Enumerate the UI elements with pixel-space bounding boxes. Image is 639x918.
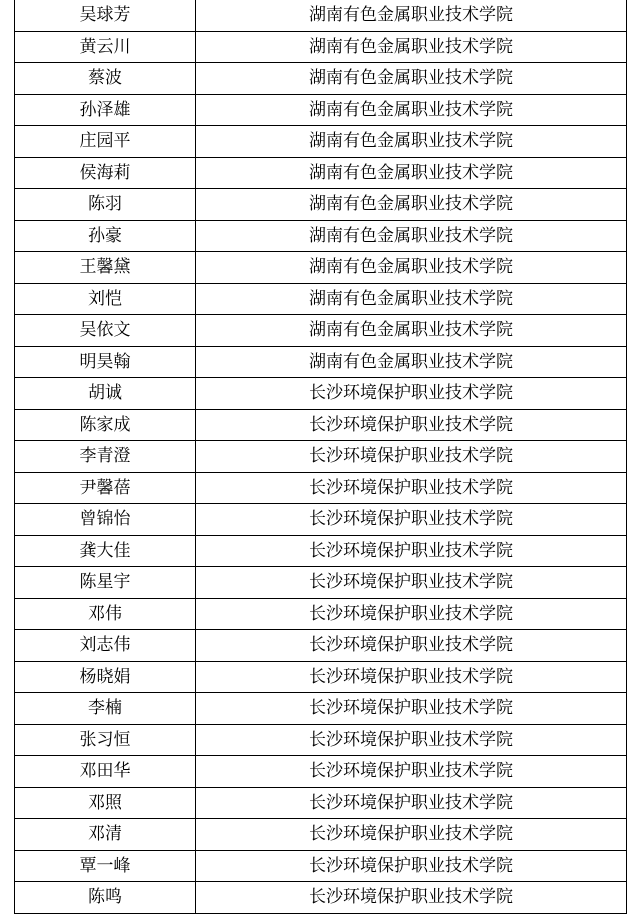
table-row	[15, 378, 627, 410]
school-cell: 湖南有色金属职业技术学院	[196, 252, 627, 284]
table-row	[15, 756, 627, 788]
table-row	[15, 126, 627, 158]
name-cell: 刘恺	[15, 283, 196, 315]
table-row	[15, 630, 627, 662]
school-cell: 长沙环境保护职业技术学院	[196, 882, 627, 914]
school-cell: 湖南有色金属职业技术学院	[196, 31, 627, 63]
school-cell: 湖南有色金属职业技术学院	[196, 220, 627, 252]
name-cell: 曾锦怡	[15, 504, 196, 536]
table-row	[15, 63, 627, 95]
school-cell: 长沙环境保护职业技术学院	[196, 535, 627, 567]
table-row	[15, 31, 627, 63]
name-cell: 李楠	[15, 693, 196, 725]
table-row	[15, 94, 627, 126]
school-cell: 长沙环境保护职业技术学院	[196, 661, 627, 693]
name-cell: 邓清	[15, 819, 196, 851]
name-cell: 陈鸣	[15, 882, 196, 914]
table-row	[15, 157, 627, 189]
school-cell: 长沙环境保护职业技术学院	[196, 693, 627, 725]
school-cell: 长沙环境保护职业技术学院	[196, 472, 627, 504]
name-cell: 龚大佳	[15, 535, 196, 567]
name-cell: 孙泽雄	[15, 94, 196, 126]
name-cell: 覃一峰	[15, 850, 196, 882]
name-cell: 杨晓娟	[15, 661, 196, 693]
name-cell: 庄园平	[15, 126, 196, 158]
table-row	[15, 661, 627, 693]
school-cell: 长沙环境保护职业技术学院	[196, 850, 627, 882]
table-row	[15, 850, 627, 882]
school-cell: 湖南有色金属职业技术学院	[196, 63, 627, 95]
table-row	[15, 252, 627, 284]
table-row	[15, 346, 627, 378]
table-row	[15, 409, 627, 441]
table-row	[15, 315, 627, 347]
name-cell: 邓田华	[15, 756, 196, 788]
school-cell: 长沙环境保护职业技术学院	[196, 598, 627, 630]
name-cell: 明昊翰	[15, 346, 196, 378]
school-cell: 长沙环境保护职业技术学院	[196, 819, 627, 851]
name-cell: 李青澄	[15, 441, 196, 473]
school-cell: 长沙环境保护职业技术学院	[196, 409, 627, 441]
name-cell: 陈家成	[15, 409, 196, 441]
table-row	[15, 598, 627, 630]
school-cell: 湖南有色金属职业技术学院	[196, 0, 627, 31]
school-cell: 长沙环境保护职业技术学院	[196, 787, 627, 819]
school-cell: 长沙环境保护职业技术学院	[196, 504, 627, 536]
school-cell: 长沙环境保护职业技术学院	[196, 630, 627, 662]
name-cell: 王馨黛	[15, 252, 196, 284]
school-cell: 湖南有色金属职业技术学院	[196, 157, 627, 189]
table-row	[15, 567, 627, 599]
roster-table	[14, 0, 627, 914]
table-row	[15, 441, 627, 473]
school-cell: 湖南有色金属职业技术学院	[196, 94, 627, 126]
table-row	[15, 724, 627, 756]
school-cell: 长沙环境保护职业技术学院	[196, 724, 627, 756]
table-row	[15, 787, 627, 819]
school-cell: 湖南有色金属职业技术学院	[196, 315, 627, 347]
name-cell: 吴依文	[15, 315, 196, 347]
name-cell: 蔡波	[15, 63, 196, 95]
school-cell: 长沙环境保护职业技术学院	[196, 756, 627, 788]
table-row	[15, 882, 627, 914]
table-row	[15, 283, 627, 315]
name-cell: 孙豪	[15, 220, 196, 252]
name-cell: 邓伟	[15, 598, 196, 630]
table-row	[15, 0, 627, 31]
name-cell: 尹馨蓓	[15, 472, 196, 504]
name-cell: 张习恒	[15, 724, 196, 756]
school-cell: 湖南有色金属职业技术学院	[196, 346, 627, 378]
school-cell: 湖南有色金属职业技术学院	[196, 283, 627, 315]
school-cell: 湖南有色金属职业技术学院	[196, 189, 627, 221]
school-cell: 湖南有色金属职业技术学院	[196, 126, 627, 158]
school-cell: 长沙环境保护职业技术学院	[196, 441, 627, 473]
table-row	[15, 189, 627, 221]
name-cell: 刘志伟	[15, 630, 196, 662]
table-row	[15, 693, 627, 725]
table-row	[15, 220, 627, 252]
name-cell: 邓照	[15, 787, 196, 819]
name-cell: 陈羽	[15, 189, 196, 221]
table-row	[15, 819, 627, 851]
name-cell: 侯海莉	[15, 157, 196, 189]
name-cell: 吴球芳	[15, 0, 196, 31]
roster-table-body	[15, 0, 627, 913]
school-cell: 长沙环境保护职业技术学院	[196, 567, 627, 599]
name-cell: 胡诚	[15, 378, 196, 410]
table-row	[15, 504, 627, 536]
table-row	[15, 472, 627, 504]
school-cell: 长沙环境保护职业技术学院	[196, 378, 627, 410]
name-cell: 陈星宇	[15, 567, 196, 599]
name-cell: 黄云川	[15, 31, 196, 63]
table-row	[15, 535, 627, 567]
